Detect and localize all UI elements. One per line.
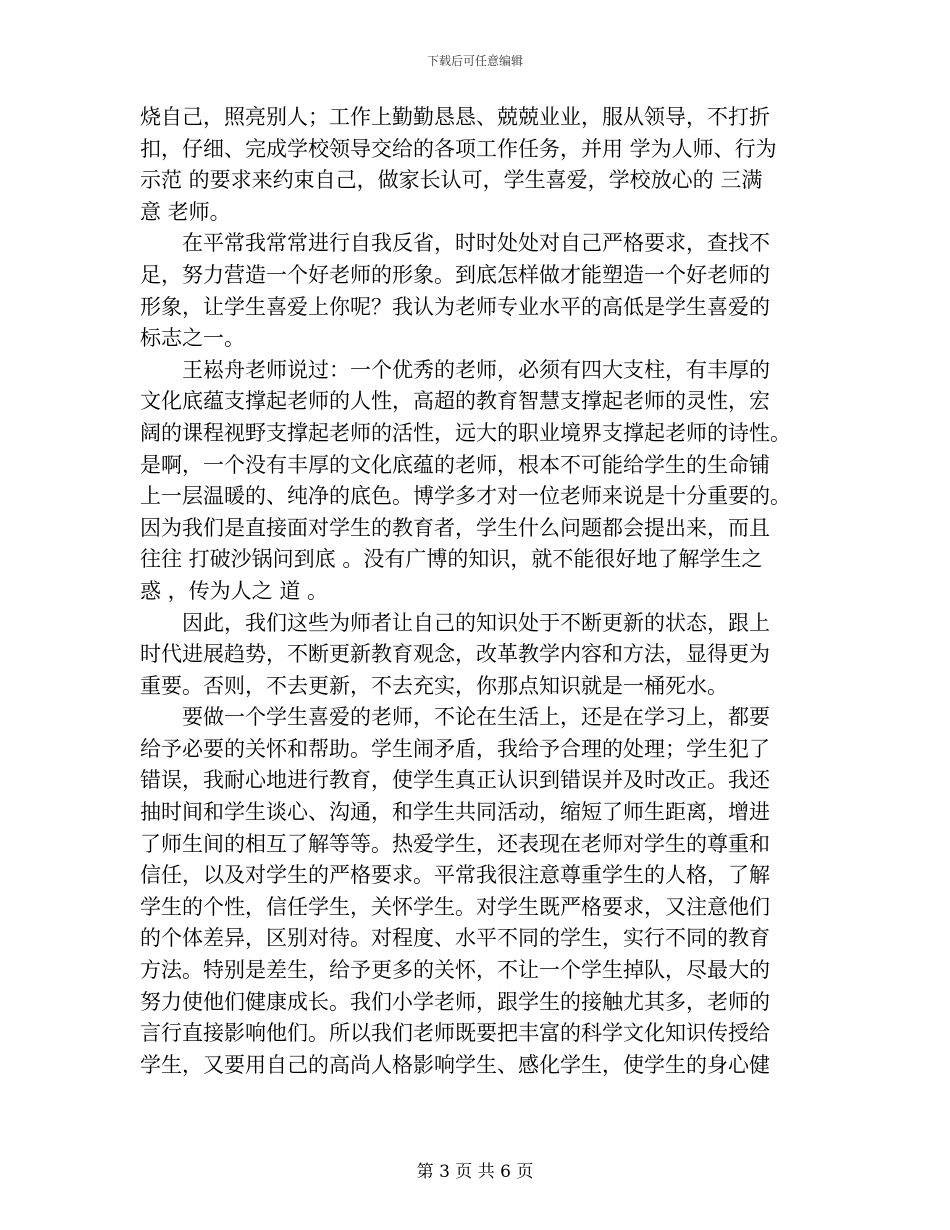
text-line: 要做一个学生喜爱的老师，不论在生活上，还是在学习上，都要 — [140, 705, 770, 730]
page-header: 下载后可任意编辑 — [426, 54, 523, 68]
text-line: 因为我们是直接面对学生的教育者，学生什么问题都会提出来，而且 — [140, 515, 770, 540]
text-line: 给予必要的关怀和帮助。学生闹矛盾，我给予合理的处理；学生犯了 — [140, 736, 770, 761]
text-line: 了师生间的相互了解等等。热爱学生，还表现在老师对学生的尊重和 — [140, 831, 770, 856]
text-line: 意 老师。 — [140, 199, 231, 224]
text-line: 阔的课程视野支撑起老师的活性，远大的职业境界支撑起老师的诗性。 — [140, 420, 791, 445]
text-line: 在平常我常常进行自我反省，时时处处对自己严格要求，查找不 — [140, 231, 770, 256]
text-line: 是啊，一个没有丰厚的文化底蕴的老师，根本不可能给学生的生命铺 — [140, 452, 770, 477]
text-line: 学生的个性，信任学生，关怀学生。对学生既严格要求，又注意他们 — [140, 894, 770, 919]
text-line: 时代进展趋势，不断更新教育观念，改革教学内容和方法，显得更为 — [140, 642, 770, 667]
document-body — [140, 102, 816, 1081]
text-line: 错误，我耐心地进行教育，使学生真正认识到错误并及时改正。我还 — [140, 768, 770, 793]
text-line: 方法。特别是差生，给予更多的关怀，不让一个学生掉队，尽最大的 — [140, 958, 770, 983]
text-line: 形象，让学生喜爱上你呢？我认为老师专业水平的高低是学生喜爱的 — [140, 294, 770, 319]
text-line: 努力使他们健康成长。我们小学老师，跟学生的接触尤其多，老师的 — [140, 989, 770, 1014]
text-line: 足，努力营造一个好老师的形象。到底怎样做才能塑造一个好老师的 — [140, 262, 770, 287]
page-footer: 第 3 页 共 6 页 — [416, 1162, 534, 1182]
text-line: 往往 打破沙锅问到底 。没有广博的知识，就不能很好地了解学生之 — [140, 547, 763, 572]
text-line: 信任，以及对学生的严格要求。平常我很注意尊重学生的人格，了解 — [140, 863, 770, 888]
text-line: 烧自己，照亮别人；工作上勤勤恳恳、兢兢业业，服从领导，不打折 — [140, 105, 770, 129]
text-line: 王崧舟老师说过：一个优秀的老师，必须有四大支柱，有丰厚的 — [140, 357, 770, 382]
text-line: 上一层温暖的、纯净的底色。博学多才对一位老师来说是十分重要的。 — [140, 484, 791, 509]
text-line: 抽时间和学生谈心、沟通，和学生共同活动，缩短了师生距离，增进 — [140, 800, 770, 825]
text-line: 言行直接影响他们。所以我们老师既要把丰富的科学文化知识传授给 — [140, 1021, 770, 1046]
text-line: 扣，仔细、完成学校领导交给的各项工作任务，并用 学为人师、行为 — [140, 136, 777, 161]
text-line: 文化底蕴支撑起老师的人性，高超的教育智慧支撑起老师的灵性，宏 — [140, 389, 770, 414]
text-line: 重要。否则，不去更新，不去充实，你那点知识就是一桶死水。 — [140, 673, 728, 698]
text-line: 标志之一。 — [140, 326, 245, 351]
text-line: 因此，我们这些为师者让自己的知识处于不断更新的状态，跟上 — [140, 610, 770, 635]
text-line: 的个体差异，区别对待。对程度、水平不同的学生，实行不同的教育 — [140, 926, 770, 951]
text-line: 示范 的要求来约束自己，做家长认可，学生喜爱，学校放心的 三满 — [140, 168, 763, 193]
text-line: 惑 ，传为人之 道 。 — [140, 578, 329, 603]
text-line: 学生，又要用自己的高尚人格影响学生、感化学生，使学生的身心健 — [140, 1052, 770, 1077]
